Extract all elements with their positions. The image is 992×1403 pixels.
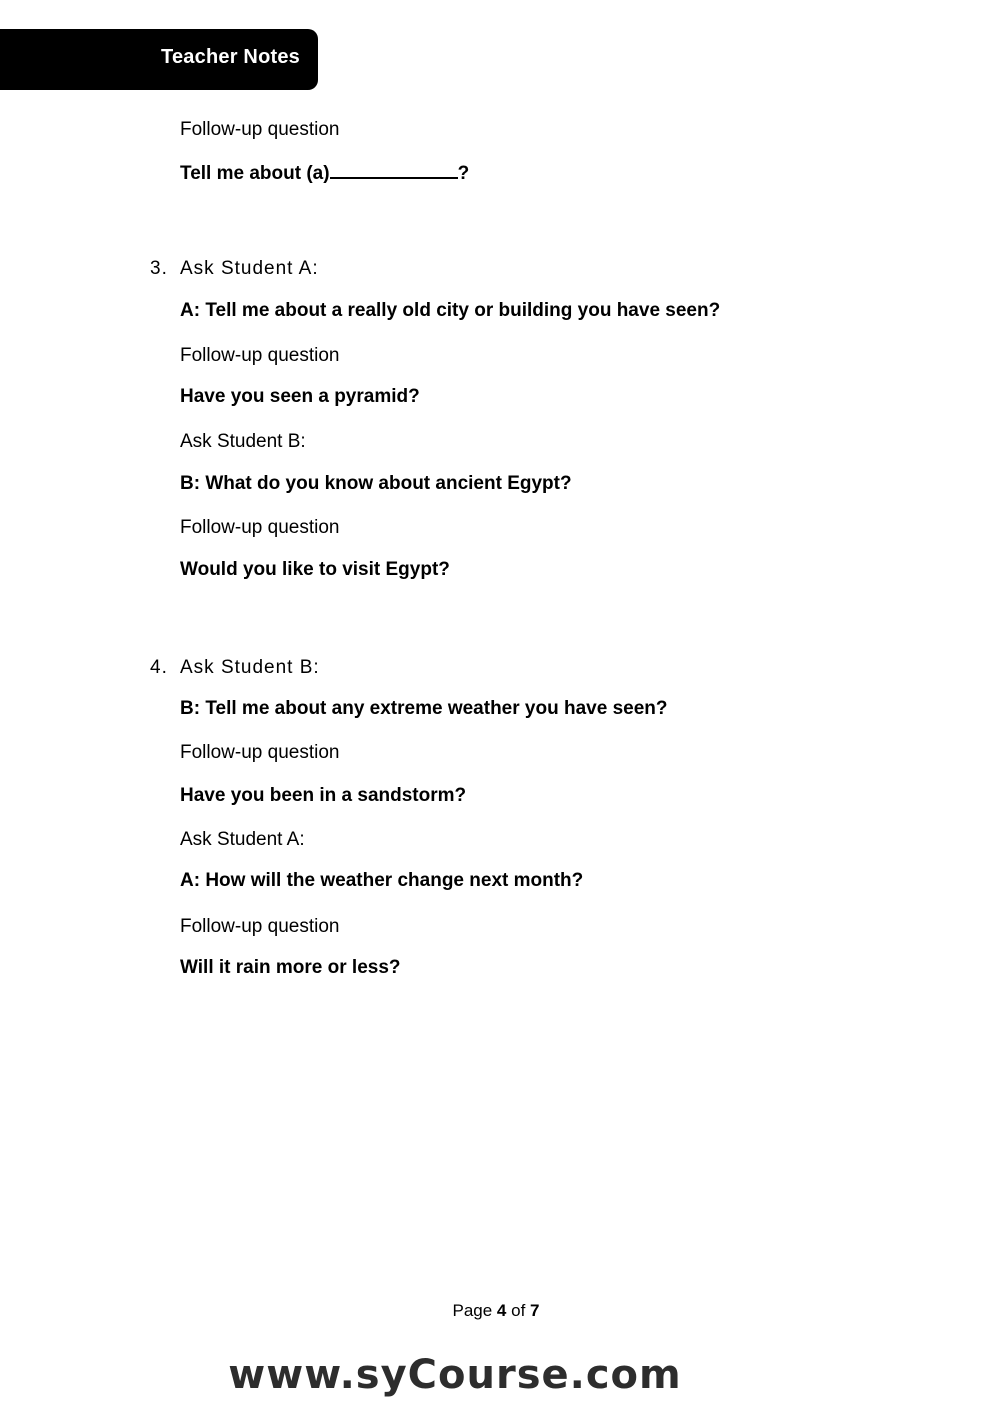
followup-question: [180, 159, 469, 186]
ask-student-label: Ask Student A:: [180, 258, 319, 279]
followup-label: Follow-up question: [180, 345, 340, 366]
page-word: Page: [452, 1301, 493, 1320]
followup-label: Follow-up question: [180, 517, 340, 538]
page-total: 7: [530, 1301, 540, 1320]
followup-label: Follow-up question: [180, 742, 340, 763]
question: B: What do you know about ancient Egypt?: [180, 473, 572, 494]
header-tab: [0, 29, 318, 90]
ask-student-label: Ask Student B:: [180, 657, 320, 678]
followup-prefix: Tell me about (a): [180, 163, 330, 184]
followup-question: Have you seen a pyramid?: [180, 386, 420, 407]
page-current: 4: [496, 1301, 507, 1320]
followup-label: Follow-up question: [180, 916, 340, 937]
followup-question: Have you been in a sandstorm?: [180, 785, 467, 806]
website-watermark: www.syCourse.com: [228, 1352, 682, 1398]
followup-label: Follow-up question: [180, 119, 340, 140]
followup-question: Would you like to visit Egypt?: [180, 559, 450, 580]
question: A: Tell me about a really old city or building you have seen?: [180, 300, 721, 321]
followup-question: Will it rain more or less?: [180, 957, 401, 978]
section-number: 3.: [150, 258, 168, 279]
ask-student-label: Ask Student A:: [180, 829, 305, 850]
page-number: [0, 1301, 992, 1321]
section-number: 4.: [150, 657, 168, 678]
fill-in-blank: [330, 159, 458, 179]
page-title: Teacher Notes: [161, 46, 300, 68]
followup-suffix: ?: [457, 163, 470, 184]
question: B: Tell me about any extreme weather you have seen?: [180, 698, 668, 719]
question: A: How will the weather change next month?: [180, 870, 584, 891]
ask-student-label: Ask Student B:: [180, 431, 306, 452]
of-word: of: [511, 1301, 526, 1320]
